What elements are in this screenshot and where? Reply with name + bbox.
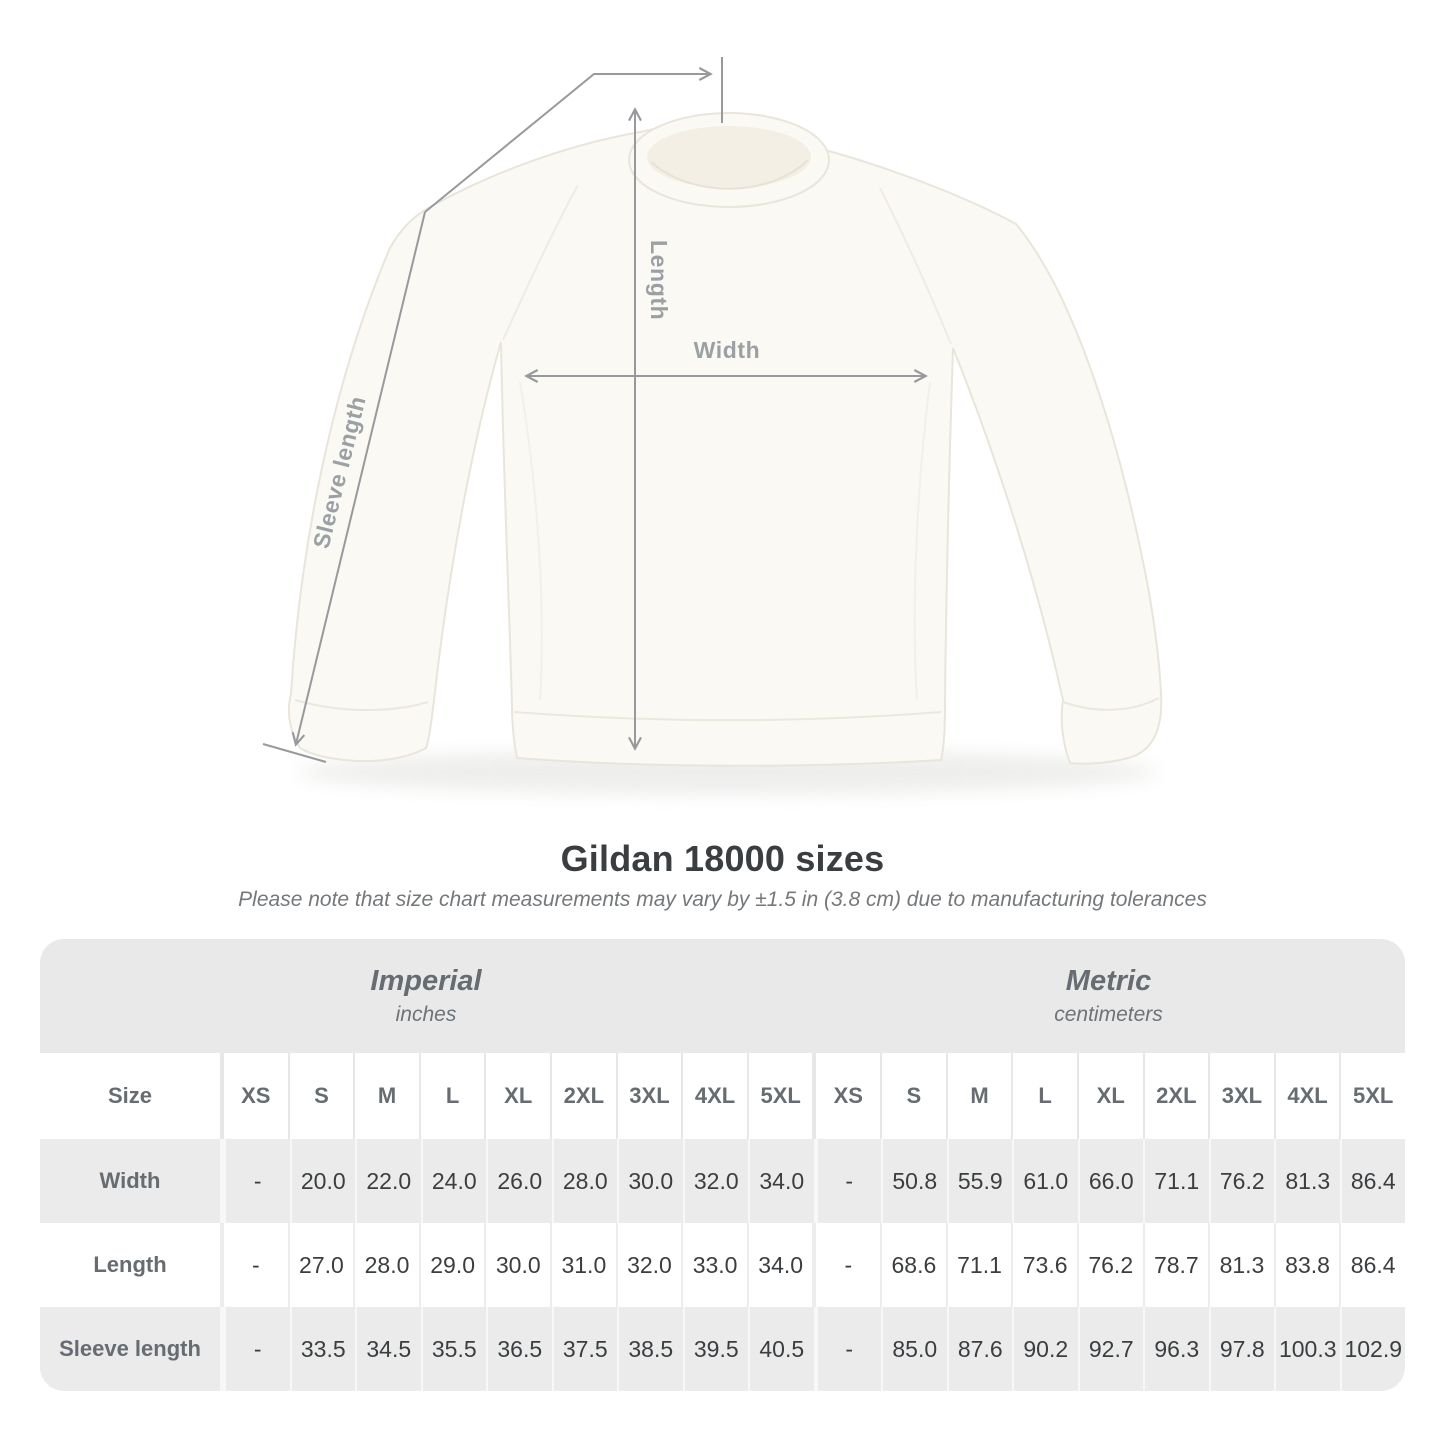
value-cell: - bbox=[814, 1307, 882, 1391]
value-cell: 86.4 bbox=[1339, 1223, 1405, 1307]
value-cell: 33.0 bbox=[681, 1223, 747, 1307]
size-header-cell: XL bbox=[484, 1053, 550, 1139]
row-label: Length bbox=[93, 1252, 167, 1277]
value-cell: 85.0 bbox=[881, 1307, 947, 1391]
sleeve-length-label: Sleeve length bbox=[307, 393, 371, 551]
value-cell: 28.0 bbox=[552, 1139, 618, 1223]
value-cell: 102.9 bbox=[1340, 1307, 1406, 1391]
size-header-cell: XL bbox=[1077, 1053, 1143, 1139]
value-cell: 32.0 bbox=[683, 1139, 749, 1223]
value-cell: 35.5 bbox=[421, 1307, 487, 1391]
value-cell: 81.3 bbox=[1274, 1139, 1340, 1223]
row-label: Width bbox=[99, 1168, 161, 1193]
width-value-cells bbox=[220, 1139, 1405, 1223]
value-cell: - bbox=[224, 1307, 290, 1391]
size-header-cell: M bbox=[353, 1053, 419, 1139]
size-header-cell: S bbox=[288, 1053, 354, 1139]
size-header-cell: 5XL bbox=[1339, 1053, 1405, 1139]
value-cell: 32.0 bbox=[616, 1223, 682, 1307]
size-header-cell: M bbox=[946, 1053, 1012, 1139]
size-header-cell: 5XL bbox=[747, 1053, 813, 1139]
metric-title: Metric bbox=[1065, 965, 1152, 997]
size-table bbox=[40, 939, 1405, 1391]
length-label: Length bbox=[646, 240, 672, 321]
table-row-width bbox=[40, 1139, 1405, 1223]
width-label: Width bbox=[693, 337, 761, 363]
metric-unit: centimeters bbox=[1054, 1003, 1163, 1026]
size-header-cells bbox=[220, 1053, 1405, 1139]
size-column-header: Size bbox=[107, 1083, 153, 1108]
size-header-cell: 4XL bbox=[681, 1053, 747, 1139]
value-cell: 92.7 bbox=[1078, 1307, 1144, 1391]
page-title: Gildan 18000 sizes bbox=[560, 838, 885, 879]
value-cell: 20.0 bbox=[290, 1139, 356, 1223]
value-cell: 40.5 bbox=[748, 1307, 814, 1391]
value-cell: 34.0 bbox=[747, 1223, 813, 1307]
value-cell: 90.2 bbox=[1012, 1307, 1078, 1391]
value-cell: 87.6 bbox=[947, 1307, 1013, 1391]
size-header-cell: L bbox=[419, 1053, 485, 1139]
value-cell: 33.5 bbox=[290, 1307, 356, 1391]
value-cell: 27.0 bbox=[288, 1223, 354, 1307]
value-cell: - bbox=[222, 1223, 288, 1307]
metric-section-header bbox=[812, 939, 1405, 1053]
value-cell: 86.4 bbox=[1340, 1139, 1406, 1223]
value-cell: 39.5 bbox=[683, 1307, 749, 1391]
size-header-cell: 3XL bbox=[616, 1053, 682, 1139]
value-cell: 66.0 bbox=[1078, 1139, 1144, 1223]
value-cell: 36.5 bbox=[486, 1307, 552, 1391]
value-cell: 55.9 bbox=[947, 1139, 1013, 1223]
table-row-sleeve-length bbox=[40, 1307, 1405, 1391]
size-header-row bbox=[40, 1053, 1405, 1139]
value-cell: 83.8 bbox=[1274, 1223, 1340, 1307]
value-cell: 96.3 bbox=[1143, 1307, 1209, 1391]
value-cell: 50.8 bbox=[881, 1139, 947, 1223]
value-cell: 34.5 bbox=[355, 1307, 421, 1391]
table-row-length bbox=[40, 1223, 1405, 1307]
imperial-title: Imperial bbox=[370, 965, 482, 997]
value-cell: 22.0 bbox=[355, 1139, 421, 1223]
value-cell: 71.1 bbox=[946, 1223, 1012, 1307]
imperial-unit: inches bbox=[395, 1003, 457, 1026]
value-cell: 100.3 bbox=[1274, 1307, 1340, 1391]
value-cell: 97.8 bbox=[1209, 1307, 1275, 1391]
value-cell: 38.5 bbox=[617, 1307, 683, 1391]
length-value-cells bbox=[220, 1223, 1405, 1307]
value-cell: 78.7 bbox=[1143, 1223, 1209, 1307]
value-cell: 76.2 bbox=[1077, 1223, 1143, 1307]
value-cell: 76.2 bbox=[1209, 1139, 1275, 1223]
value-cell: 29.0 bbox=[419, 1223, 485, 1307]
value-cell: 68.6 bbox=[880, 1223, 946, 1307]
size-header-cell: L bbox=[1011, 1053, 1077, 1139]
value-cell: - bbox=[812, 1223, 880, 1307]
value-cell: 81.3 bbox=[1208, 1223, 1274, 1307]
value-cell: 61.0 bbox=[1012, 1139, 1078, 1223]
sweatshirt-image bbox=[289, 113, 1161, 766]
units-header-band bbox=[40, 939, 1405, 1053]
value-cell: 24.0 bbox=[421, 1139, 487, 1223]
size-header-cell: 2XL bbox=[550, 1053, 616, 1139]
value-cell: - bbox=[224, 1139, 290, 1223]
value-cell: 26.0 bbox=[486, 1139, 552, 1223]
value-cell: 71.1 bbox=[1143, 1139, 1209, 1223]
sleeve-value-cells bbox=[220, 1307, 1405, 1391]
size-header-cell: 2XL bbox=[1143, 1053, 1209, 1139]
size-header-cell: 4XL bbox=[1274, 1053, 1340, 1139]
row-label: Sleeve length bbox=[59, 1336, 201, 1361]
size-header-cell: XS bbox=[222, 1053, 288, 1139]
imperial-section-header bbox=[40, 939, 812, 1053]
value-cell: 30.0 bbox=[617, 1139, 683, 1223]
value-cell: 31.0 bbox=[550, 1223, 616, 1307]
value-cell: 30.0 bbox=[484, 1223, 550, 1307]
value-cell: 73.6 bbox=[1011, 1223, 1077, 1307]
value-cell: 34.0 bbox=[748, 1139, 814, 1223]
size-header-cell: 3XL bbox=[1208, 1053, 1274, 1139]
value-cell: 28.0 bbox=[353, 1223, 419, 1307]
size-header-cell: XS bbox=[812, 1053, 880, 1139]
size-header-cell: S bbox=[880, 1053, 946, 1139]
value-cell: - bbox=[814, 1139, 882, 1223]
value-cell: 37.5 bbox=[552, 1307, 618, 1391]
tolerance-note: Please note that size chart measurements may vary by ±1.5 in (3.8 cm) due to manufacturing tolerances bbox=[238, 888, 1207, 911]
